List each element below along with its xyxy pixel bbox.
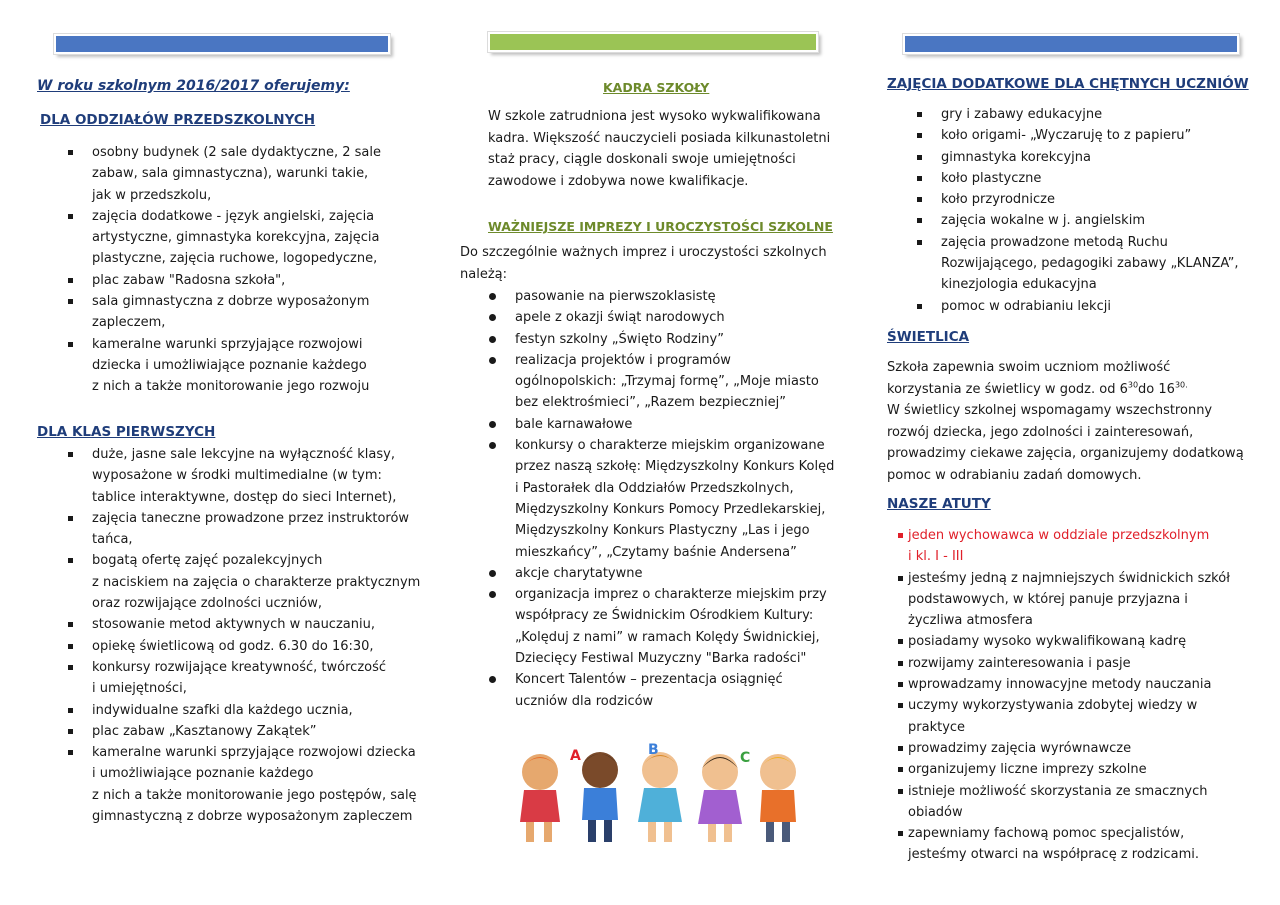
list-item: osobny budynek (2 sale dydaktyczne, 2 sale zabaw, sala gimnastyczna), warunki takie, jak w przedszkolu,: [92, 142, 381, 206]
staff-text: W szkole zatrudniona jest wysoko wykwalifikowana kadra. Większość nauczycieli posiada kilkunastoletni staż pracy, ciągle doskonali swoje umiejętności zawodowe i zdobywa nowe kwalifikacje.: [488, 109, 831, 189]
assets-heading: NASZE ATUTY: [887, 496, 991, 512]
list-item: zajęcia taneczne prowadzone przez instruktorów tańca,: [92, 508, 420, 551]
child-figure-1: [520, 754, 560, 842]
events-list: [515, 286, 834, 712]
list-item: prowadzimy zajęcia wyrównawcze: [908, 738, 1230, 759]
list-item: bale karnawałowe: [515, 414, 834, 435]
offer-title: W roku szkolnym 2016/2017 oferujemy:: [37, 78, 350, 94]
list-item: opiekę świetlicową od godz. 6.30 do 16:30,: [92, 636, 420, 657]
staff-heading: KADRA SZKOŁY: [603, 80, 710, 95]
events-intro: Do szczególnie ważnych imprez i uroczystości szkolnych należą:: [460, 245, 827, 282]
list-item: rozwijamy zainteresowania i pasje: [908, 653, 1230, 674]
list-item: realizacja projektów i programów ogólnopolskich: „Trzymaj formę”, „Moje miasto bez elektrośmieci”, „Razem bezpieczniej”: [515, 350, 834, 414]
list-item: zajęcia dodatkowe - język angielski, zajęcia artystyczne, gimnastyka korekcyjna, zajęcia plastyczne, zajęcia ruchowe, logopedyczne,: [92, 206, 381, 270]
list-item: festyn szkolny „Święto Rodziny”: [515, 329, 834, 350]
events-heading: WAŻNIEJSZE IMPREZY I UROCZYSTOŚCI SZKOLNE: [488, 219, 833, 234]
list-item: uczymy wykorzystywania zdobytej wiedzy w praktyce: [908, 695, 1230, 738]
child-figure-3: [638, 752, 682, 842]
daycare-line: Szkoła zapewnia swoim uczniom możliwość: [887, 360, 1171, 375]
list-item: plac zabaw „Kasztanowy Zakątek”: [92, 721, 420, 742]
assets-list: [908, 525, 1230, 866]
list-item: posiadamy wysoko wykwalifikowaną kadrę: [908, 631, 1230, 652]
middle-header-bar: [488, 32, 818, 52]
daycare-hours-to: do 16: [1138, 381, 1175, 397]
list-item: duże, jasne sale lekcyjne na wyłączność klasy, wyposażone w środki multimedialne (w tym: tablice interaktywne, dostęp do sieci Internet),: [92, 444, 420, 508]
daycare-heading: ŚWIETLICA: [887, 329, 970, 345]
illustration-letter-b: B: [648, 742, 659, 758]
list-item: koło przyrodnicze: [941, 189, 1239, 210]
daycare-description: W świetlicy szkolnej wspomagamy wszechstronny rozwój dziecka, jego zdolności i zainteresowań, prowadzimy ciekawe zajęcia, organizujemy dodatkową pomoc w odrabianiu zadań domowych.: [887, 403, 1244, 483]
first-grade-list: [92, 444, 420, 827]
list-item: koło plastyczne: [941, 168, 1239, 189]
list-item: koło origami- „Wyczaruję to z papieru”: [941, 125, 1239, 146]
list-item: Koncert Talentów – prezentacja osiągnięć uczniów dla rodziców: [515, 669, 834, 712]
left-header-bar: [54, 34, 390, 54]
child-figure-5: [760, 754, 796, 842]
list-item: pomoc w odrabianiu lekcji: [941, 296, 1239, 317]
list-item: gry i zabawy edukacyjne: [941, 104, 1239, 125]
list-item: zajęcia wokalne w j. angielskim: [941, 210, 1239, 231]
list-item: kameralne warunki sprzyjające rozwojowi dziecka i umożliwiające poznanie każdego z nich a także monitorowanie jego rozwoju: [92, 334, 381, 398]
preschool-list: [92, 142, 381, 398]
list-item: gimnastyka korekcyjna: [941, 147, 1239, 168]
list-item: kameralne warunki sprzyjające rozwojowi dziecka i umożliwiające poznanie każdego z nich a także monitorowanie jego postępów, salę gimnastyczną z dobrze wyposażonym zapleczem: [92, 742, 420, 827]
list-item: stosowanie metod aktywnych w nauczaniu,: [92, 614, 420, 635]
list-item: sala gimnastyczna z dobrze wyposażonym zapleczem,: [92, 291, 381, 334]
list-item: indywidualne szafki dla każdego ucznia,: [92, 700, 420, 721]
daycare-text: [887, 357, 1244, 486]
list-item: akcje charytatywne: [515, 563, 834, 584]
first-grade-heading: DLA KLAS PIERWSZYCH: [37, 424, 216, 440]
list-item: wprowadzamy innowacyjne metody nauczania: [908, 674, 1230, 695]
daycare-hours-from-minutes: 30: [1127, 380, 1139, 390]
list-item: plac zabaw "Radosna szkoła",: [92, 270, 381, 291]
list-item: zajęcia prowadzone metodą Ruchu Rozwijającego, pedagogiki zabawy „KLANZA”, kinezjologia edukacyjna: [941, 232, 1239, 296]
list-item: pasowanie na pierwszoklasistę: [515, 286, 834, 307]
list-item: istnieje możliwość skorzystania ze smacznych obiadów: [908, 781, 1230, 824]
list-item: apele z okazji świąt narodowych: [515, 307, 834, 328]
list-item-highlight: jeden wychowawca w oddziale przedszkolnym i kl. I - III: [908, 525, 1230, 568]
child-figure-2: [582, 752, 618, 842]
list-item: konkursy rozwijające kreatywność, twórczość i umiejętności,: [92, 657, 420, 700]
right-header-bar: [903, 34, 1239, 54]
preschool-heading: DLA ODDZIAŁÓW PRZEDSZKOLNYCH: [40, 112, 316, 128]
list-item: zapewniamy fachową pomoc specjalistów, jesteśmy otwarci na współpracę z rodzicami.: [908, 823, 1230, 866]
illustration-letter-a: A: [570, 748, 581, 764]
children-illustration: [500, 740, 810, 850]
daycare-hours-from: korzystania ze świetlicy w godz. od 6: [887, 381, 1128, 397]
illustration-letter-c: C: [740, 750, 751, 766]
list-item: organizujemy liczne imprezy szkolne: [908, 759, 1230, 780]
list-item: konkursy o charakterze miejskim organizowane przez naszą szkołę: Międzyszkolny Konkurs Kolęd i Pastorałek dla Oddziałów Przedszkolnych, Międzyszkolny Konkurs Pomocy Przedlekarskiej, Międzyszkolny Konkurs Plastyczny „Las i jego mieszkańcy”, „Czytamy baśnie Andersena”: [515, 435, 834, 563]
daycare-hours-to-minutes: 30.: [1174, 380, 1188, 390]
list-item: jesteśmy jedną z najmniejszych świdnickich szkół podstawowych, w której panuje przyjazna i życzliwa atmosfera: [908, 568, 1230, 632]
list-item: bogatą ofertę zajęć pozalekcyjnych z naciskiem na zajęcia o charakterze praktycznym oraz rozwijające zdolności uczniów,: [92, 550, 420, 614]
daycare-hours-line: [887, 379, 1244, 401]
child-figure-4: [698, 754, 742, 842]
extra-activities-list: [941, 104, 1239, 317]
list-item: organizacja imprez o charakterze miejskim przy współpracy ze Świdnickim Ośrodkiem Kultury: „Kolęduj z nami” w ramach Kolędy Świdnickiej, Dziecięcy Festiwal Muzyczny "Barka radości": [515, 584, 834, 669]
extra-activities-heading: ZAJĘCIA DODATKOWE DLA CHĘTNYCH UCZNIÓW: [887, 76, 1249, 92]
